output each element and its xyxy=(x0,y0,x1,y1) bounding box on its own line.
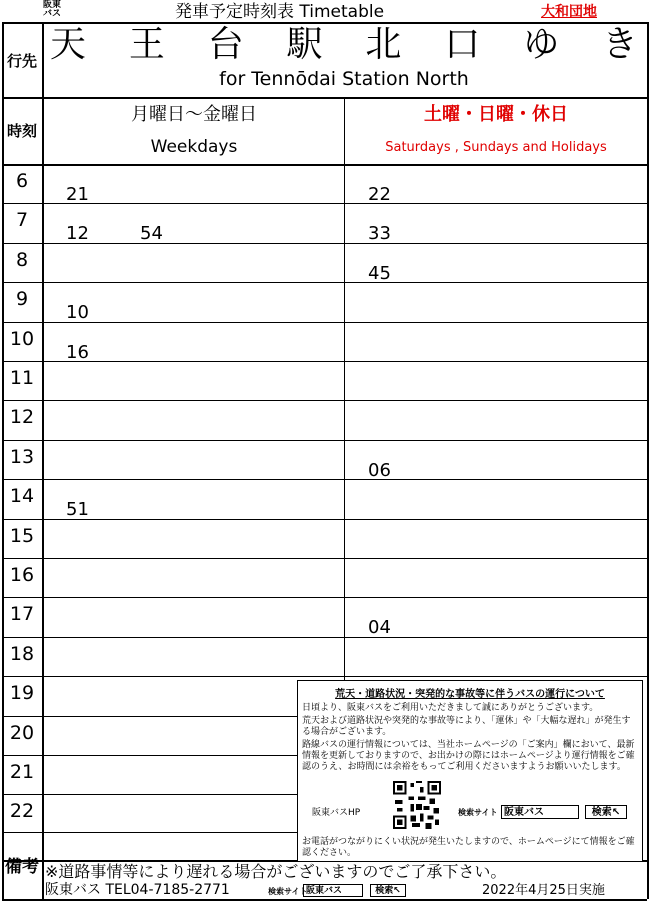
homepage-label: 阪東バスHP xyxy=(312,808,361,818)
hour-cell: 9 xyxy=(15,288,29,311)
search-button[interactable] xyxy=(585,805,627,819)
grid-line xyxy=(2,361,647,362)
notice-paragraph-3: 路線バスの運行情報については、当社ホームページの「ご案内」欄において、最新情報を更新しておりますので、お出かけの際にはホームページより運行情報をご確認のうえ、お時間には余裕をもってご利用くださいますようお願いいたします。 xyxy=(302,740,635,772)
grid-line xyxy=(2,440,647,441)
holiday-departure: 22 xyxy=(368,184,391,205)
hour-cell: 14 xyxy=(9,485,35,508)
grid-line xyxy=(2,282,647,283)
weekday-departure: 12 xyxy=(66,223,89,245)
company-line-1: 阪東 xyxy=(43,0,62,10)
company-line-2: バス xyxy=(43,9,62,19)
footer-search-site-label: 検索サイト xyxy=(268,887,308,896)
destination-char: き xyxy=(601,24,638,65)
grid-line xyxy=(2,716,297,717)
hour-cell: 17 xyxy=(9,603,35,626)
weekday-header-jp: 月曜日～金曜日 xyxy=(131,104,257,125)
notice-title: 荒天・道路状況・突発的な事故等に伴うバスの運行について xyxy=(335,689,605,700)
cursor-icon: ↖ xyxy=(611,807,621,818)
weekday-departure: 21 xyxy=(66,184,89,205)
grid-line xyxy=(2,243,647,244)
grid-line xyxy=(2,637,647,638)
hour-cell: 11 xyxy=(9,367,35,389)
destination-char: ゆ xyxy=(523,24,560,65)
grid-line xyxy=(344,97,345,680)
stop-name: 大和団地 xyxy=(541,4,597,20)
grid-line xyxy=(2,479,647,480)
destination-char: 駅 xyxy=(286,24,323,65)
weekday-header-en: Weekdays xyxy=(150,137,238,157)
destination-char: 王 xyxy=(128,24,165,65)
hour-cell: 6 xyxy=(15,170,29,192)
grid-line xyxy=(2,794,297,795)
hour-cell: 7 xyxy=(15,209,29,232)
destination-label: 行先 xyxy=(6,52,37,70)
footer-search-button[interactable] xyxy=(370,884,406,897)
hour-cell: 18 xyxy=(9,642,35,665)
holiday-header-en: Saturdays , Sundays and Holidays xyxy=(385,140,607,155)
holiday-departure: 33 xyxy=(368,223,391,245)
holiday-header-jp: 土曜・日曜・休日 xyxy=(424,104,568,125)
remarks-text: ※道路事情等により遅れる場合がございますのでご了承下さい。 xyxy=(45,862,507,881)
search-field[interactable]: 阪東バス xyxy=(501,805,579,819)
grid-line xyxy=(2,755,297,756)
destination-char: 台 xyxy=(207,24,244,65)
grid-line xyxy=(2,558,647,559)
hour-cell: 8 xyxy=(15,248,29,271)
notice-paragraph-2: 荒天および道路状況や突発的な事故等により、「運休」や「大幅な遅れ」が発生する場合がございます。 xyxy=(302,716,631,737)
destination-english: for Tennōdai Station North xyxy=(219,68,469,90)
destination-char: 北 xyxy=(365,24,402,65)
grid-line xyxy=(2,597,647,598)
search-site-label: 検索サイト xyxy=(458,808,498,817)
notice-links xyxy=(298,781,642,829)
hour-cell: 19 xyxy=(9,682,35,705)
hour-cell: 16 xyxy=(9,564,35,586)
grid-line xyxy=(2,164,647,166)
destination-char: 口 xyxy=(444,24,481,65)
hour-cell: 20 xyxy=(9,721,35,744)
grid-line xyxy=(647,22,649,899)
service-notice xyxy=(297,680,643,862)
hour-cell: 21 xyxy=(9,761,35,783)
remarks-label: 備考 xyxy=(5,857,39,877)
weekday-departure: 10 xyxy=(66,302,89,324)
grid-line xyxy=(2,97,647,99)
footer-cursor-icon: ↖ xyxy=(393,886,401,896)
qr-code-icon[interactable] xyxy=(392,781,442,829)
weekday-departure: 51 xyxy=(66,499,89,521)
hour-cell: 12 xyxy=(9,406,35,429)
hour-cell: 13 xyxy=(9,445,35,468)
footer-search-field[interactable]: 阪東バス xyxy=(303,884,363,897)
page-title: 発車予定時刻表 Timetable xyxy=(175,2,385,22)
notice-footer: お電話がつながりにくい状況が発生いたしますので、ホームページにて情報をご確認ください。 xyxy=(302,837,635,858)
destination-japanese xyxy=(44,24,644,66)
holiday-departure: 04 xyxy=(368,617,391,639)
weekday-departure: 54 xyxy=(140,223,163,245)
footer-search-button-label: 検索 xyxy=(375,886,394,896)
grid-line xyxy=(2,203,647,204)
company-contact: 阪東バス TEL04-7185-2771 xyxy=(45,882,230,898)
notice-paragraph-1: 日頃より、阪東バスをご利用いただきまして誠にありがとうございます。 xyxy=(302,703,599,713)
company-logo-text xyxy=(43,1,61,19)
hour-cell: 10 xyxy=(9,327,35,350)
hour-cell: 22 xyxy=(9,800,35,823)
grid-line xyxy=(2,519,647,520)
grid-line xyxy=(2,322,647,323)
holiday-departure: 06 xyxy=(368,459,391,481)
grid-line xyxy=(2,832,297,833)
holiday-departure: 45 xyxy=(368,262,391,284)
weekday-departure: 16 xyxy=(66,341,89,363)
effective-date: 2022年4月25日実施 xyxy=(482,883,605,898)
grid-line xyxy=(2,676,647,677)
grid-line xyxy=(2,400,647,401)
destination-char: 天 xyxy=(50,24,87,65)
search-button-label: 検索 xyxy=(591,807,612,818)
hour-label: 時刻 xyxy=(6,122,37,140)
hour-cell: 15 xyxy=(9,524,35,547)
